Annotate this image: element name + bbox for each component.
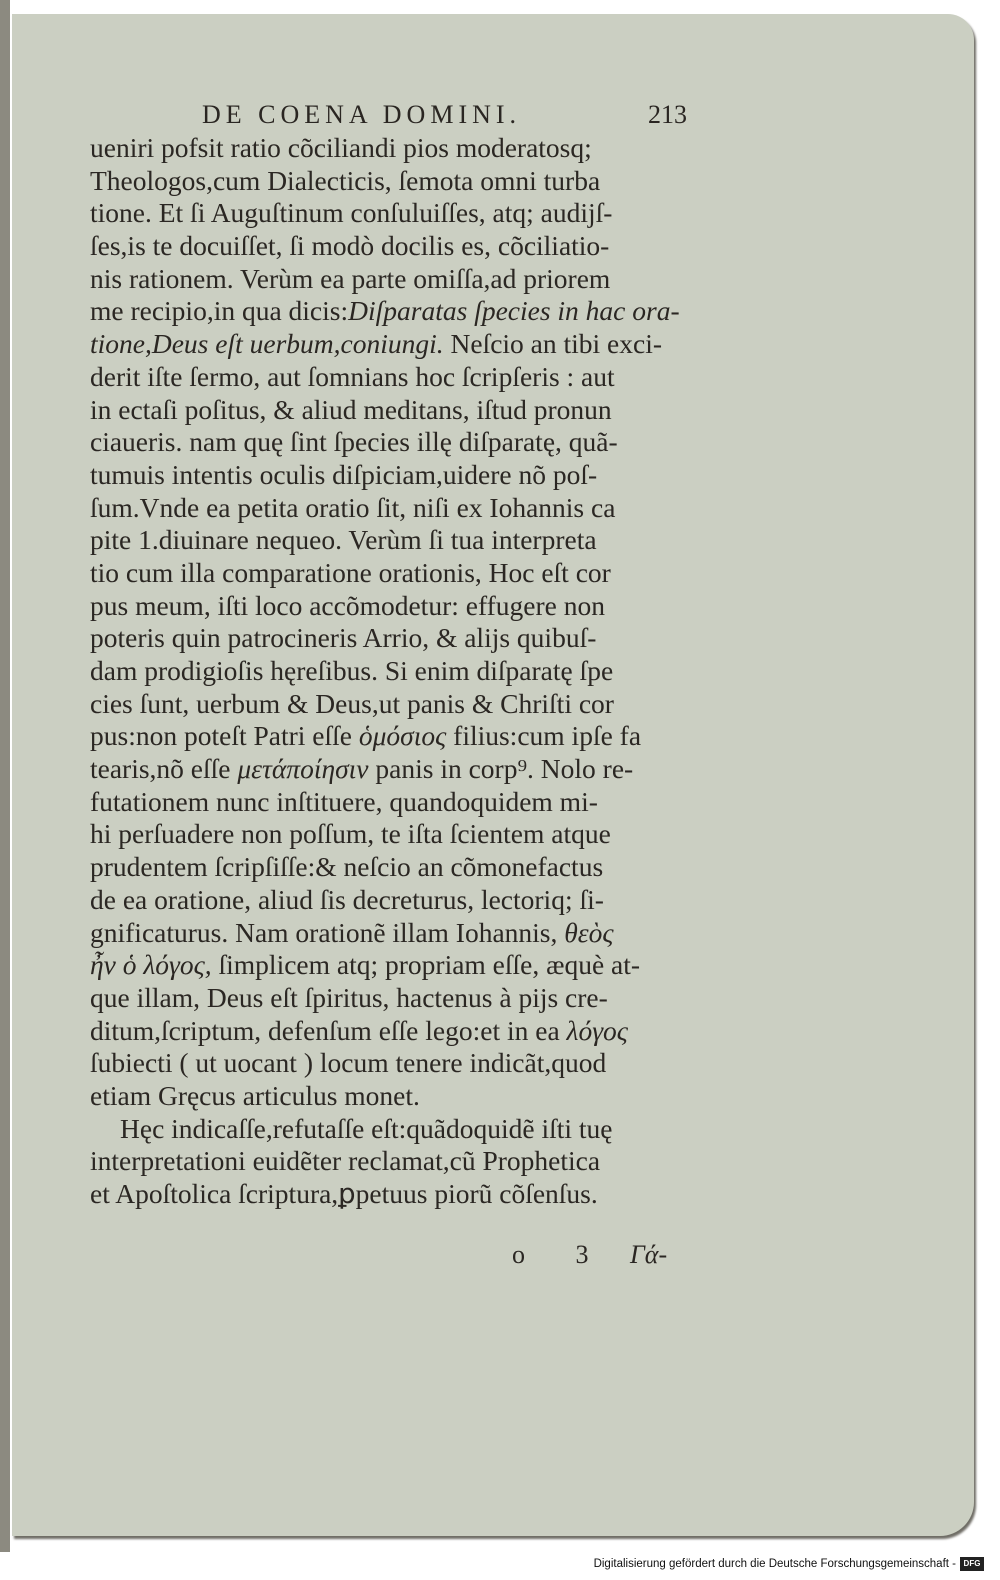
text-line	[90, 230, 730, 263]
line-text: cies ſunt, uerbum & Deus,ut panis & Chriſti cor	[90, 687, 614, 719]
line-text: ſimplicem atq; propriam eſſe, æquè at-	[211, 949, 641, 981]
line-text: panis in corp⁹. Nolo re-	[368, 753, 634, 785]
text-line	[90, 524, 730, 557]
text-line	[90, 917, 730, 950]
line-text: filius:cum ipſe fa	[446, 720, 642, 752]
line-text: que illam, Deus eſt ſpiritus, hactenus à pijs cre-	[90, 981, 608, 1013]
italic-text: μετάποίησιν	[237, 753, 369, 785]
line-text: poteris quin patrocineris Arrio, & alijs quibuſ-	[90, 622, 597, 654]
italic-text: tione,Deus eſt uerbum,coniungi.	[90, 328, 444, 360]
italic-text: θεὸς	[564, 916, 614, 948]
text-line	[90, 590, 730, 623]
text-line	[90, 492, 730, 525]
line-text: ſum.Vnde ea petita oratio ſit, niſi ex Iohannis ca	[90, 491, 616, 523]
text-line	[90, 818, 730, 851]
text-line	[90, 132, 730, 165]
line-text: Hęc indicaſſe,refutaſſe eſt:quãdoquidẽ iſti tuę	[120, 1112, 613, 1144]
text-line	[90, 1080, 730, 1113]
text-line	[90, 1178, 730, 1211]
line-text: dam prodigioſis hęreſibus. Si enim diſparatę ſpe	[90, 655, 614, 686]
line-text: ueniri pofsit ratio cõciliandi pios moderatosq;	[90, 132, 592, 163]
text-line	[90, 720, 730, 753]
text-line	[90, 622, 730, 655]
text-line	[90, 263, 730, 296]
line-text: me recipio,in qua dicis:	[90, 295, 349, 327]
text-line	[90, 361, 730, 394]
line-text: pite 1.diuinare nequeo. Verùm ſi tua interpreta	[90, 524, 597, 556]
line-text: tumuis intentis oculis diſpiciam,uidere nõ poſ-	[90, 458, 598, 490]
line-text: etiam Gręcus articulus monet.	[90, 1079, 420, 1111]
line-text: ciaueris. nam quę ſint ſpecies illę diſparatę, quã-	[90, 426, 618, 458]
credit-bar	[0, 1552, 1000, 1580]
text-line	[90, 328, 730, 361]
text-line	[90, 1113, 730, 1146]
text-line	[90, 1015, 730, 1048]
text-line	[90, 394, 730, 427]
text-line	[90, 426, 730, 459]
line-text: ditum,ſcriptum, defenſum eſſe lego:et in ea	[90, 1014, 567, 1046]
text-line	[90, 786, 730, 819]
credit-text: Digitalisierung gefördert durch die Deutsche Forschungsgemeinschaft -	[593, 1558, 956, 1570]
text-line	[90, 459, 730, 492]
line-text: derit iſte ſermo, aut ſomnians hoc ſcripſeris : aut	[90, 360, 615, 392]
page-number: 213	[648, 100, 687, 129]
signature-mark: o 3	[512, 1240, 611, 1269]
running-head: DE COENA DOMINI.	[202, 100, 522, 129]
line-text: pus:non poteſt Patri eſſe	[90, 720, 359, 752]
italic-text: Diſparatas ſpecies in hac ora-	[348, 295, 680, 327]
text-line	[90, 295, 730, 328]
line-text: tearis,nõ eſſe	[90, 753, 238, 785]
line-text: hi perſuadere non poſſum, te iſta ſcientem atque	[90, 818, 611, 850]
line-text: futationem nunc inſtituere, quandoquidem mi-	[90, 785, 598, 817]
text-line	[90, 949, 730, 982]
text-line	[90, 197, 730, 230]
text-line	[90, 1145, 730, 1178]
line-text: interpretationi euidẽter reclamat,cũ Prophetica	[90, 1145, 601, 1177]
page-footer	[12, 1240, 974, 1276]
line-text: ſubiecti ( ut uocant ) locum tenere indicãt,quod	[90, 1047, 607, 1079]
text-line	[90, 165, 730, 198]
book-page	[12, 14, 974, 1536]
line-text: pus meum, iſti loco accõmodetur: effugere non	[90, 589, 605, 621]
text-line	[90, 1047, 730, 1080]
book-spine	[0, 0, 10, 1552]
italic-text: ἦν ὁ λόγος,	[90, 949, 212, 981]
text-line	[90, 557, 730, 590]
text-line	[90, 982, 730, 1015]
text-line	[90, 753, 730, 786]
line-text: nis rationem. Verùm ea parte omiſſa,ad priorem	[90, 262, 611, 294]
line-text: ſes,is te docuiſſet, ſi modò docilis es, cõciliatio-	[90, 230, 610, 262]
italic-text: λόγος	[566, 1014, 628, 1046]
text-line	[90, 655, 730, 688]
line-text: et Apoſtolica ſcriptura,ꝑpetuus piorũ cõſenſus.	[90, 1178, 598, 1209]
line-text: gnificaturus. Nam orationẽ illam Iohannis,	[90, 916, 565, 948]
body-text	[90, 132, 730, 1211]
line-text: tio cum illa comparatione orationis, Hoc eſt cor	[90, 556, 611, 588]
line-text: in ectaſi poſitus, & aliud meditans, iſtud pronun	[90, 393, 612, 425]
text-line	[90, 688, 730, 721]
line-text: tione. Et ſi Auguſtinum conſuluiſſes, atq; audijſ-	[90, 197, 613, 229]
line-text: Neſcio an tibi exci-	[443, 328, 663, 360]
line-text: Theologos,cum Dialecticis, ſemota omni turba	[90, 164, 601, 196]
line-text: prudentem ſcripſiſſe:& neſcio an cõmonefactus	[90, 851, 604, 883]
line-text: de ea oratione, aliud ſis decreturus, lectoriq; ſi-	[90, 883, 604, 915]
italic-text: ὁμόσιος	[358, 720, 447, 752]
text-line	[90, 884, 730, 917]
catchword: Γά-	[630, 1240, 668, 1269]
text-line	[90, 851, 730, 884]
dfg-logo: DFG	[960, 1557, 984, 1571]
